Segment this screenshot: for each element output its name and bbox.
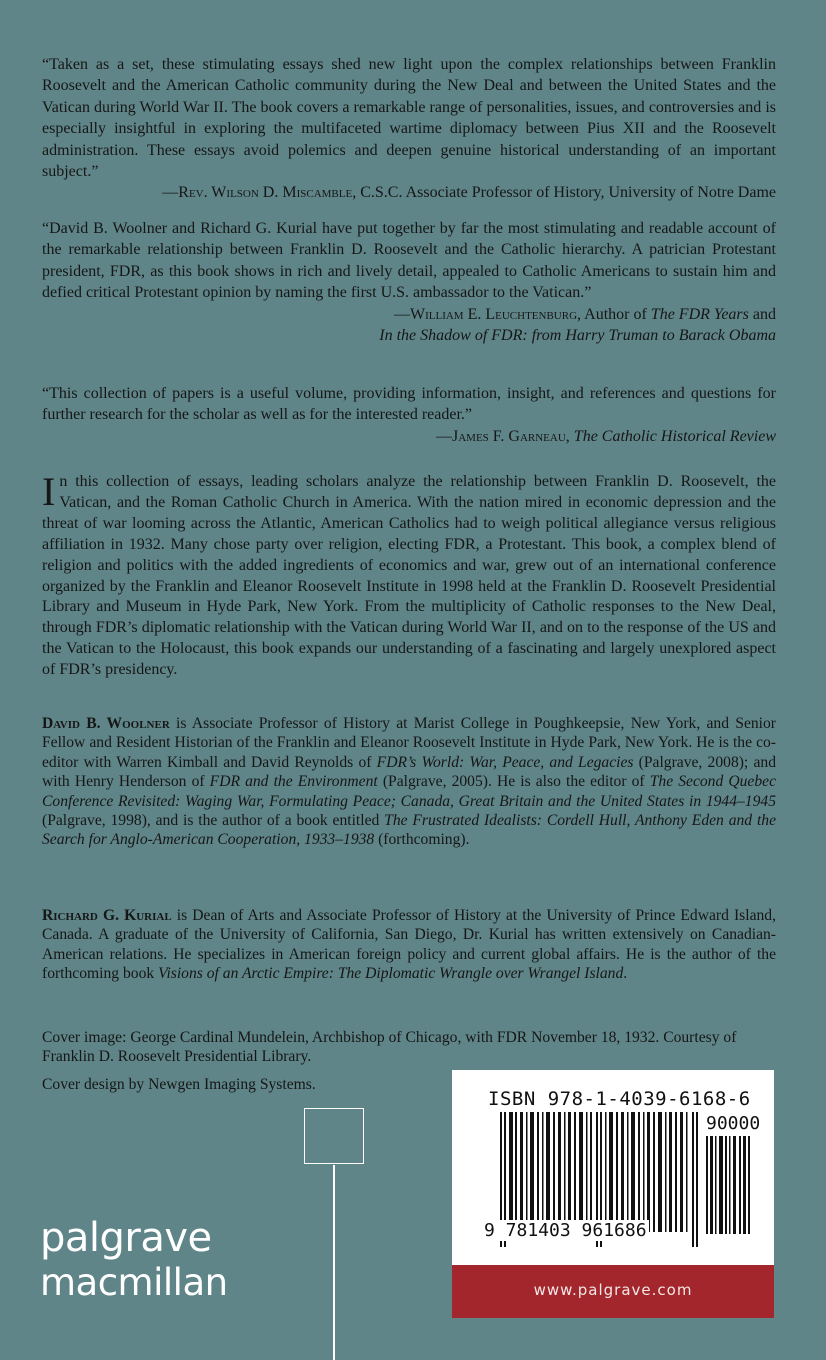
price-code: 90000 — [706, 1113, 761, 1134]
decorative-square — [304, 1108, 364, 1164]
author-name-woolner: David B. Woolner — [42, 715, 170, 732]
review-3 — [42, 383, 776, 447]
review-2-text: “David B. Woolner and Richard G. Kurial have put together by far the most stimulating and readable account of the remarkable relationship between Franklin D. Roosevelt and the Catholic hierarchy. A patrician Protestant president, FDR, as this book shows in rich and lively detail, appealed to Catholic Americans to sustain him and defied critical Protestant opinion by naming the first U.S. ambassador to the Vatican.” — [42, 220, 776, 302]
publisher-logo-line2: macmillan — [40, 1261, 228, 1304]
review-1-attribution: —Rev. Wilson D. Miscamble, C.S.C. Associate Professor of History, University of Notre Dame — [162, 184, 776, 202]
cover-image-credit: Cover image: George Cardinal Mundelein, Archbishop of Chicago, with FDR November 18, 1932. Courtesy of Franklin D. Roosevelt Presidential Library. — [42, 1029, 737, 1066]
publisher-url: www.palgrave.com — [533, 1281, 693, 1299]
author-name-kurial: Richard G. Kurial — [42, 907, 172, 924]
drop-cap: I — [42, 469, 56, 514]
description-text: n this collection of essays, leading scholars analyze the relationship between Franklin D. Roosevelt, the Vatican, and the Roman Catholic Church in America. With the nation mired in economic depression and the threat of war looming across the Atlantic, American Catholics had to weigh political allegiance versus religious affiliation in 1932. Many chose party over religion, electing FDR, a Protestant. This book, a complex blend of religion and politics with the added ingredients of economics and war, grew out of an international conference organized by the Franklin and Eleanor Roosevelt Institute in 1998 held at the Franklin D. Roosevelt Presidential Library and Museum in Hyde Park, New York. From the multiplicity of Catholic responses to the New Deal, through FDR’s diplomatic relationship with the Vatican during World War II, and on to the response of the US and the Vatican to the Holocaust, this book expands our understanding of a fascinating and largely unexplored aspect of FDR’s presidency. — [42, 473, 776, 679]
review-3-attribution: —James F. Garneau, The Catholic Historical Review — [436, 427, 776, 445]
isbn-label: ISBN 978-1-4039-6168-6 — [488, 1088, 751, 1110]
review-2 — [42, 218, 776, 346]
review-1-text: “Taken as a set, these stimulating essays shed new light upon the complex relationships between Franklin Roosevelt and the American Catholic community during the New Deal and between the United States and the Vatican during World War II. The book covers a remarkable range of personalities, issues, and controversies and is especially insightful in exploring the multifaceted wartime diplomacy between Pius XII and the Roosevelt administration. These essays avoid polemics and deepen genuine historical understanding of an important subject.” — [42, 56, 776, 181]
publisher-logo-line1: palgrave — [40, 1215, 212, 1261]
book-description — [42, 469, 776, 681]
decorative-line — [333, 1165, 335, 1360]
review-3-text: “This collection of papers is a useful volume, providing information, insight, and references and questions for further research for the scholar as well as for the interested reader.” — [42, 385, 776, 424]
supplement-barcode-icon — [706, 1136, 752, 1234]
review-1 — [42, 54, 776, 204]
publisher-url-bar — [452, 1265, 774, 1318]
author-bio-woolner: David B. Woolner is Associate Professor of History at Marist College in Poughkeepsie, New York, and Senior Fellow and Resident Historian of the Franklin and Eleanor Roosevelt Institute in Hyde Park, New York. He is the co-editor with Warren Kimball and David Reynolds of FDR’s World: War, Peace, and Legacies (Palgrave, 2008); and with Henry Henderson of FDR and the Environment (Palgrave, 2005). He is also the editor of The Second Quebec Conference Revisited: Waging War, Formulating Peace; Canada, Great Britain and the United States in 1944–1945 (Palgrave, 1998), and is the author of a book entitled The Frustrated Idealists: Cordell Hull, Anthony Eden and the Search for Anglo-American Cooperation, 1933–1938 (forthcoming). — [42, 715, 776, 849]
barcode-panel — [452, 1070, 774, 1318]
cover-design-credit: Cover design by Newgen Imaging Systems. — [42, 1075, 316, 1093]
barcode-digits: 9 781403 961686 — [484, 1220, 647, 1241]
author-bio-kurial: Richard G. Kurial is Dean of Arts and Associate Professor of History at the University of Prince Edward Island, Canada. A graduate of the University of California, San Diego, Dr. Kurial has written extensively on Canadian-American relations. He specializes in American foreign policy and current global affairs. He is the author of the forthcoming book Visions of an Arctic Empire: The Diplomatic Wrangle over Wrangel Island. — [42, 907, 777, 983]
review-2-attribution: —William E. Leuchtenburg, Author of The FDR Years and In the Shadow of FDR: from Harry Truman to Barack Obama — [379, 305, 776, 345]
